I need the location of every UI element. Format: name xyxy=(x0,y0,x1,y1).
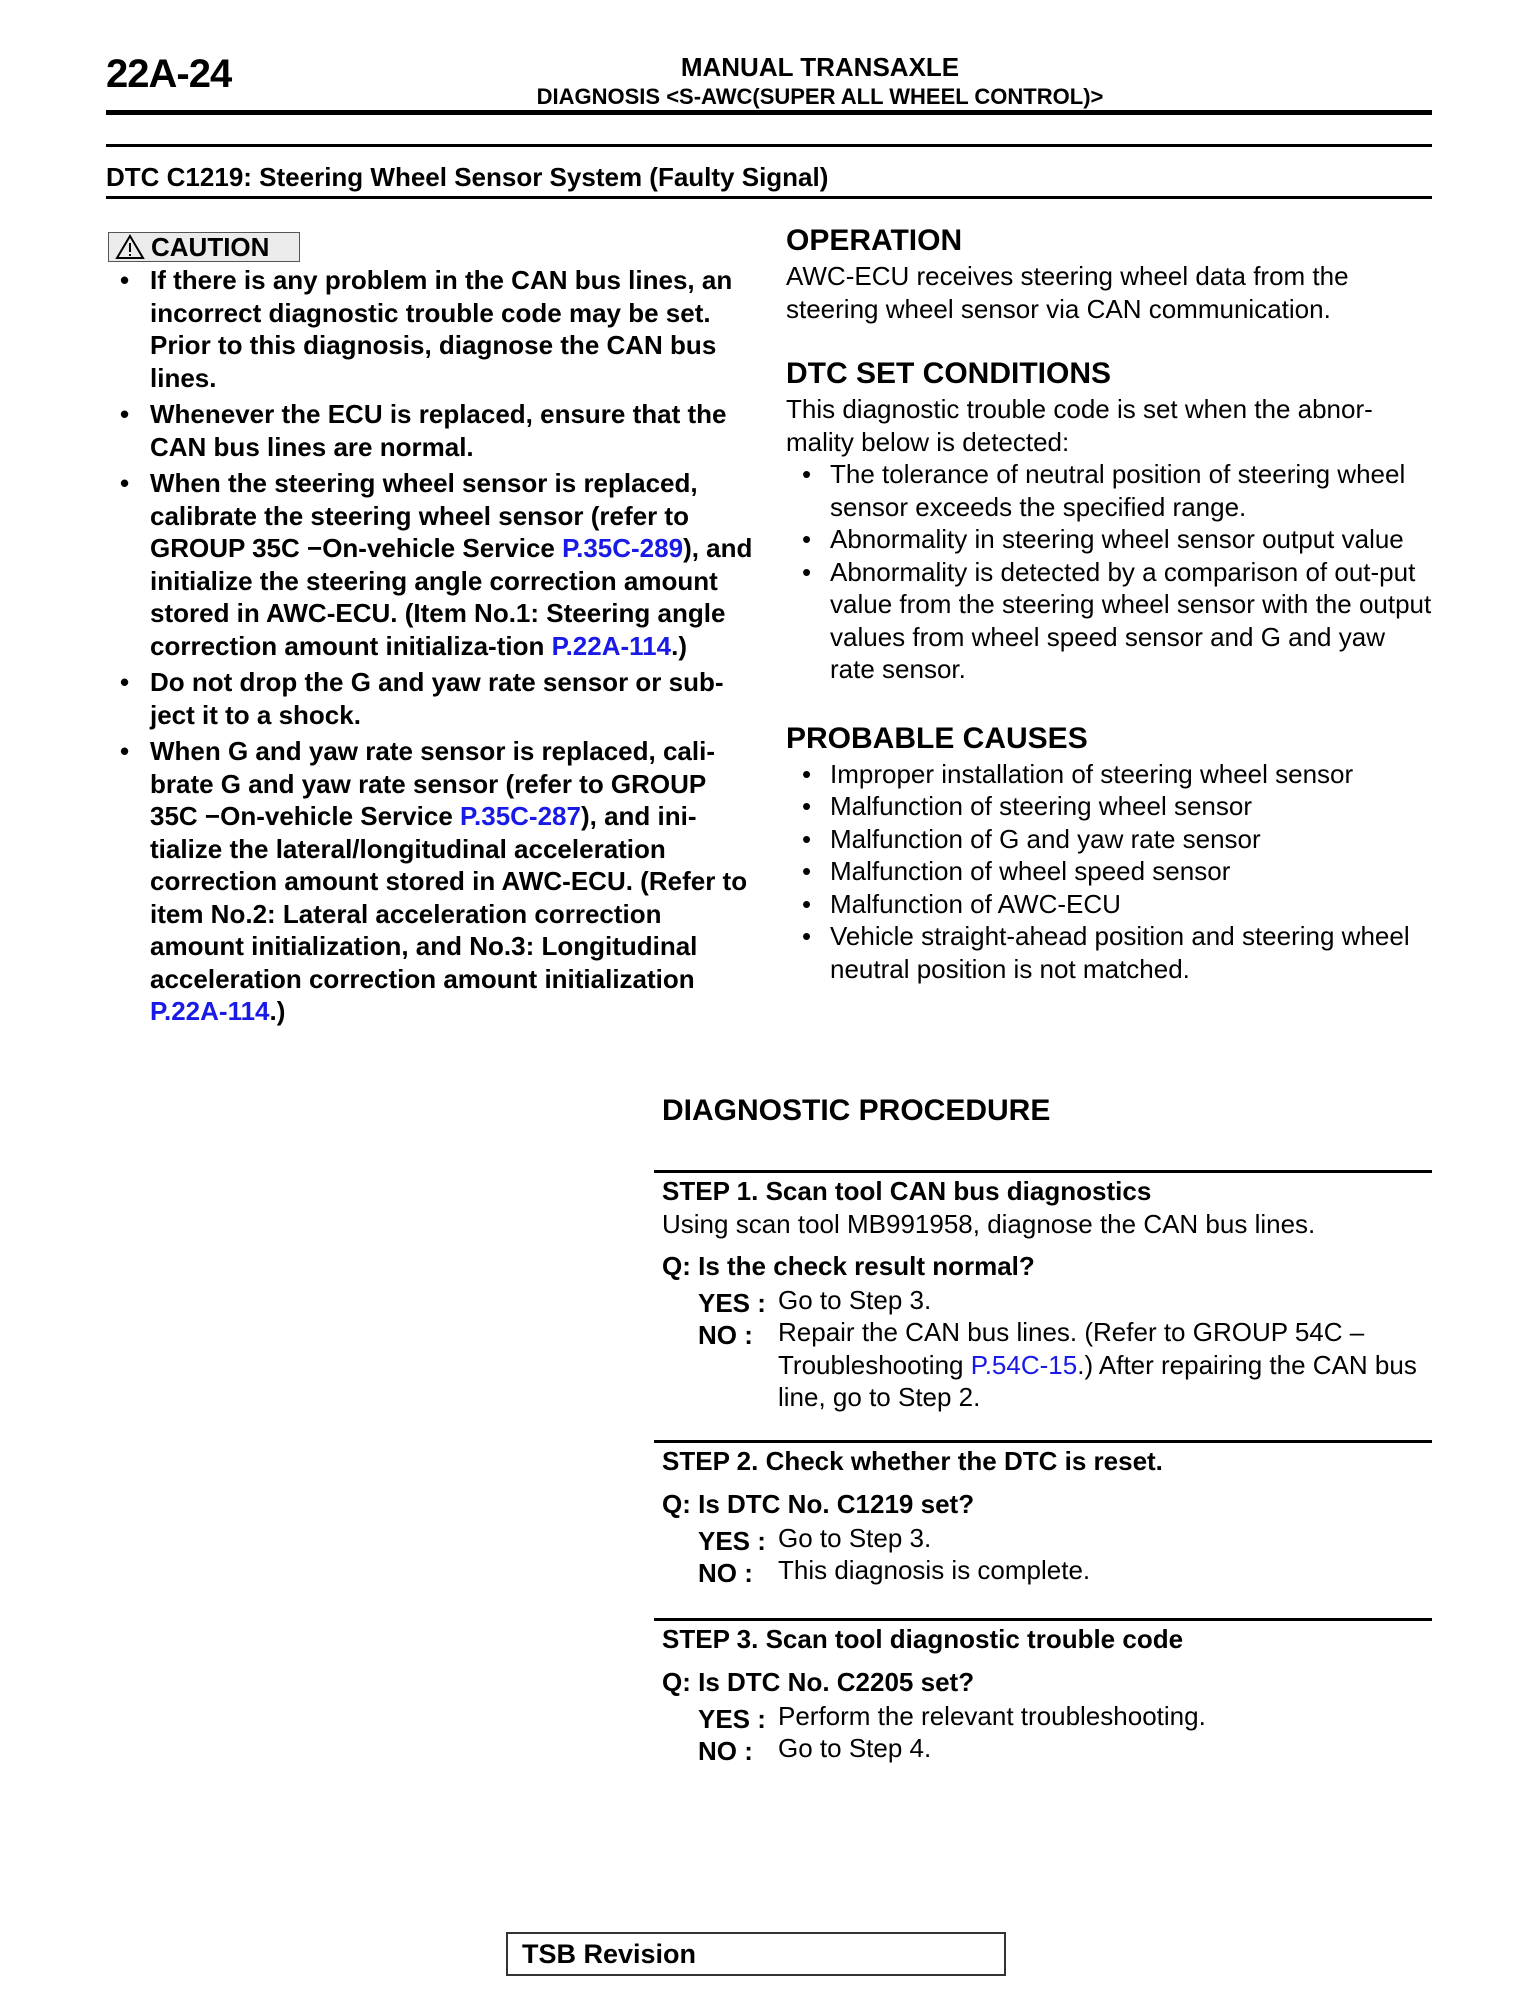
cause-item: • Malfunction of steering wheel sensor xyxy=(786,790,1436,823)
caution-item xyxy=(118,735,758,1028)
operation-heading: OPERATION xyxy=(786,224,963,257)
cause-item: • Malfunction of wheel speed sensor xyxy=(786,855,1436,888)
step-2-title: STEP 2. Check whether the DTC is reset. xyxy=(662,1446,1163,1476)
step-1-question: Q: Is the check result normal? xyxy=(662,1251,1035,1281)
caution-item-text: Do not drop the G and yaw rate sensor or sub-ject it to a shock. xyxy=(150,667,724,730)
probable-causes-heading: PROBABLE CAUSES xyxy=(786,721,1088,755)
section-subtitle: DIAGNOSIS <S-AWC(SUPER ALL WHEEL CONTROL)> xyxy=(536,84,1104,109)
caution-label: CAUTION xyxy=(151,231,270,262)
title-top-divider xyxy=(106,144,1432,147)
caution-item xyxy=(118,398,758,463)
caution-item-text: If there is any problem in the CAN bus lines, an incorrect diagnostic trouble code may be set. Prior to this diagnosis, diagnose the CAN bus lines. xyxy=(150,265,733,393)
right-column xyxy=(786,222,1436,985)
cause-item: • Vehicle straight-ahead position and steering wheel neutral position is not matched. xyxy=(786,920,1436,985)
caution-item xyxy=(118,467,758,662)
caution-item xyxy=(118,666,758,731)
step-3-question: Q: Is DTC No. C2205 set? xyxy=(662,1667,975,1697)
step-2-yes-answer: Go to Step 3. xyxy=(778,1523,932,1553)
caution-list xyxy=(118,264,758,1032)
step-divider xyxy=(654,1618,1432,1621)
page-link[interactable]: P.35C-287 xyxy=(460,801,581,831)
answer-text: Repair the CAN bus lines. (Refer to GROUP 54C – Troubleshooting xyxy=(778,1317,1365,1380)
answer-text: .) After repairing the CAN bus line, go to Step 2. xyxy=(778,1349,1417,1412)
step-3-no-label: NO : xyxy=(698,1736,753,1766)
cause-item: • Malfunction of AWC-ECU xyxy=(786,888,1436,921)
caution-box xyxy=(108,232,300,262)
caution-item-text: .) xyxy=(269,996,286,1026)
operation-text: AWC-ECU receives steering wheel data from the steering wheel sensor via CAN communication. xyxy=(786,261,1349,324)
tsb-revision-label: TSB Revision xyxy=(522,1938,697,1969)
step-1-yes-answer: Go to Step 3. xyxy=(778,1285,932,1315)
step-3-no-answer: Go to Step 4. xyxy=(778,1733,932,1763)
caution-item-text: ), and ini-tialize the lateral/longitudinal acceleration correction amount stored in AWC-ECU. (Refer to item No.2: Lateral acceleration correction amount initialization, and No.3: Longitudinal acceleration correction amount initialization xyxy=(150,801,748,994)
caution-item-text: .) xyxy=(671,630,687,661)
step-2-question: Q: Is DTC No. C1219 set? xyxy=(662,1489,975,1519)
step-3-yes-label: YES : xyxy=(698,1704,766,1734)
condition-item: • Abnormality is detected by a comparison of out-put value from the steering wheel sensor with the output values from wheel speed sensor and G and yaw rate sensor. xyxy=(786,556,1436,686)
step-2-no-label: NO : xyxy=(698,1558,753,1588)
step-1-yes-label: YES : xyxy=(698,1288,766,1318)
cause-item: • Improper installation of steering wheel sensor xyxy=(786,758,1436,791)
page-link[interactable]: P.22A-114 xyxy=(551,630,672,661)
step-1-text: Using scan tool MB991958, diagnose the CAN bus lines. xyxy=(662,1209,1316,1239)
step-3-yes-answer: Perform the relevant troubleshooting. xyxy=(778,1701,1206,1731)
caution-item-text: When G and yaw rate sensor is replaced, cali-brate G and yaw rate sensor (refer to GROUP 35C −On-vehicle Service xyxy=(150,736,715,831)
dtc-set-conditions-intro: This diagnostic trouble code is set when the abnor-mality below is detected: xyxy=(786,394,1373,457)
title-bottom-divider xyxy=(106,196,1432,199)
step-divider xyxy=(654,1440,1432,1443)
page-link[interactable]: P.54C-15 xyxy=(970,1349,1078,1380)
step-3-title: STEP 3. Scan tool diagnostic trouble code xyxy=(662,1624,1184,1654)
header-divider xyxy=(106,110,1432,115)
tsb-revision-box xyxy=(506,1932,1006,1976)
step-2-no-answer: This diagnosis is complete. xyxy=(778,1555,1091,1585)
dtc-title: DTC C1219: Steering Wheel Sensor System (Faulty Signal) xyxy=(106,162,829,192)
warning-triangle-icon xyxy=(115,234,145,260)
dtc-set-conditions-heading: DTC SET CONDITIONS xyxy=(786,357,1112,390)
caution-item-text: When the steering wheel sensor is replaced, calibrate the steering wheel sensor (refer to GROUP 35C −On-vehicle Service xyxy=(150,468,698,563)
step-divider xyxy=(654,1170,1432,1173)
condition-item: • Abnormality in steering wheel sensor output value xyxy=(786,523,1436,556)
step-1-no-answer xyxy=(778,1316,1428,1414)
cause-item: • Malfunction of G and yaw rate sensor xyxy=(786,823,1436,856)
caution-item-text: ), and initialize the steering angle correction amount stored in AWC-ECU. (Item No.1: Steering angle correction amount initializa-tion xyxy=(150,533,753,661)
caution-item-text: Whenever the ECU is replaced, ensure that the CAN bus lines are normal. xyxy=(150,399,727,462)
page-number: 22A-24 xyxy=(106,52,232,96)
diagnostic-procedure-heading: DIAGNOSTIC PROCEDURE xyxy=(662,1094,1051,1127)
condition-item: • The tolerance of neutral position of steering wheel sensor exceeds the specified range. xyxy=(786,458,1436,523)
step-2-yes-label: YES : xyxy=(698,1526,766,1556)
step-1-title: STEP 1. Scan tool CAN bus diagnostics xyxy=(662,1176,1152,1206)
page-link[interactable]: P.35C-289 xyxy=(562,533,684,563)
section-title: MANUAL TRANSAXLE xyxy=(680,52,960,82)
step-1-no-label: NO : xyxy=(698,1320,753,1350)
caution-item xyxy=(118,264,758,394)
page-link[interactable]: P.22A-114 xyxy=(150,996,270,1026)
